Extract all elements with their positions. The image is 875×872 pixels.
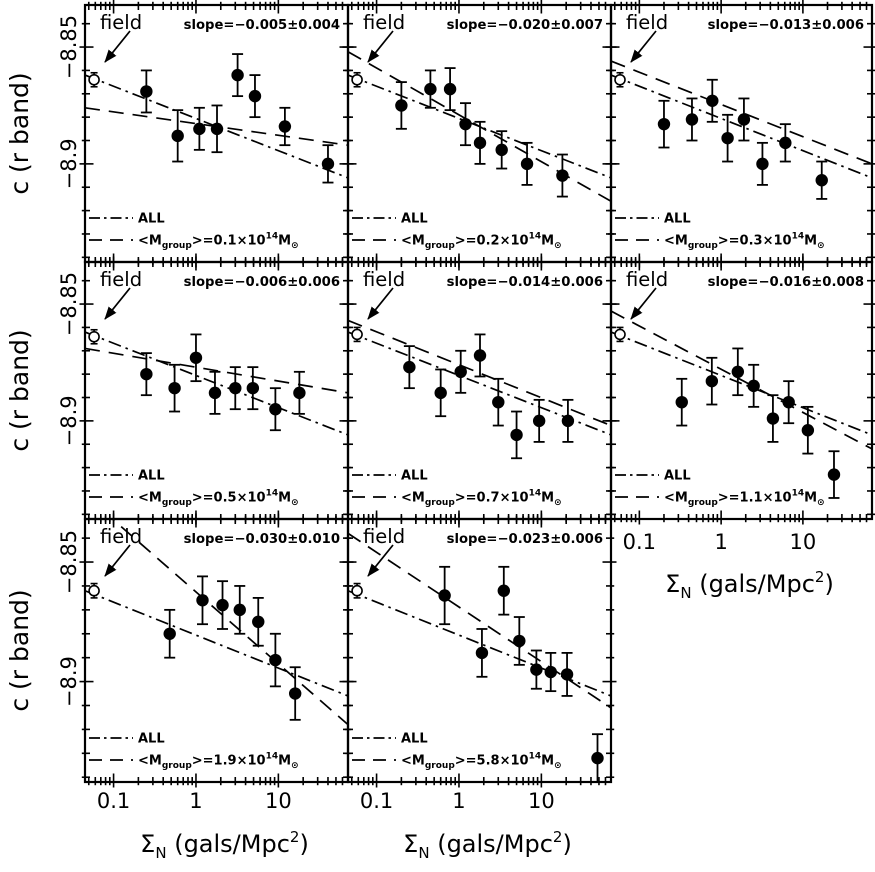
y-tick-label: −8.85 [57, 529, 81, 595]
legend-all-label: ALL [138, 211, 165, 227]
data-point [247, 367, 259, 409]
x-tick-label: 1 [452, 789, 466, 813]
data-point [455, 351, 467, 393]
panel-2 [343, 0, 617, 268]
field-point [352, 73, 362, 87]
data-point [732, 348, 744, 395]
data-point [168, 365, 180, 412]
field-label: field [363, 11, 406, 34]
data-point [322, 145, 334, 182]
data-point [216, 581, 228, 629]
y-tick-label: −8.85 [57, 14, 81, 80]
data-point [395, 82, 407, 129]
field-label: field [100, 525, 143, 548]
x-tick-label: 10 [264, 789, 292, 813]
data-point [403, 346, 415, 388]
data-point [476, 629, 488, 677]
data-point [444, 68, 456, 110]
data-point [782, 381, 794, 423]
slope-label: slope=−0.006±0.006 [183, 275, 340, 290]
panel-1 [5, 0, 354, 268]
legend-group-label: $<M_{group}>=5.8\times 10^{14}M_⊙$ [401, 751, 562, 771]
y-tick-label: −8.85 [57, 271, 81, 337]
data-point [193, 108, 205, 150]
data-point [498, 567, 510, 615]
x-axis-title: $\Sigma_N$ (gals/Mpc$^2$) [140, 828, 309, 862]
axis-ticks [606, 0, 875, 268]
data-point [196, 576, 208, 624]
legend-all-label: ALL [664, 468, 691, 484]
group-fit-line [611, 311, 872, 449]
y-tick-label: −8.9 [57, 138, 81, 190]
field-label: field [363, 268, 406, 291]
slope-label: slope=−0.020±0.007 [446, 18, 603, 33]
x-tick-label: 0.1 [96, 789, 131, 813]
data-point [816, 162, 828, 199]
x-tick-label: 10 [789, 530, 817, 554]
data-point [140, 353, 152, 395]
panel-5 [343, 257, 617, 525]
field-label: field [363, 525, 406, 548]
legend-group-label: $<M_{group}>=0.1\times 10^{14}M_⊙$ [138, 231, 299, 251]
data-point [802, 407, 814, 454]
slope-label: slope=−0.013±0.006 [707, 18, 864, 33]
field-arrow [368, 31, 393, 62]
legend-all-label: ALL [401, 468, 428, 484]
legend-all-label: ALL [401, 731, 428, 747]
field-arrow [105, 545, 130, 576]
legend-all-label: ALL [138, 731, 165, 747]
data-point [269, 388, 281, 430]
field-point [352, 584, 362, 598]
panel-frame [348, 262, 611, 519]
panel-frame [85, 519, 348, 782]
data-point [562, 400, 574, 442]
panel-8 [343, 514, 617, 863]
slope-label: slope=−0.014±0.006 [446, 275, 603, 290]
data-point [293, 372, 305, 414]
field-point [615, 327, 625, 341]
legend-all-label: ALL [401, 211, 428, 227]
data-point [252, 598, 264, 646]
data-point [171, 110, 183, 161]
data-point [279, 108, 291, 145]
x-axis-title: $\Sigma_N$ (gals/Mpc$^2$) [665, 568, 834, 602]
data-point [706, 80, 718, 122]
x-tick-label: 0.1 [359, 789, 394, 813]
slope-label: slope=−0.016±0.008 [707, 275, 864, 290]
x-tick-label: 10 [527, 789, 555, 813]
panel-6 [606, 257, 875, 603]
data-point [459, 103, 471, 145]
data-point [211, 105, 223, 152]
x-tick-label: 1 [189, 789, 203, 813]
slope-label: slope=−0.030±0.010 [183, 532, 340, 547]
data-point [756, 143, 768, 185]
field-arrow [631, 31, 656, 62]
legend-group-label: $<M_{group}>=1.9\times 10^{14}M_⊙$ [138, 751, 299, 771]
panel-4 [5, 257, 354, 525]
field-point [89, 73, 99, 87]
data-point [767, 395, 779, 442]
all-fit-line [611, 332, 872, 435]
x-tick-label: 1 [714, 530, 728, 554]
data-point [209, 372, 221, 414]
legend-group-label: $<M_{group}>=1.1\times 10^{14}M_⊙$ [664, 488, 825, 508]
data-point [164, 610, 176, 658]
slope-label: slope=−0.023±0.006 [446, 532, 603, 547]
x-axis-title: $\Sigma_N$ (gals/Mpc$^2$) [403, 828, 572, 862]
panel-frame [611, 5, 872, 262]
field-label: field [626, 11, 669, 34]
y-tick-label: −8.9 [57, 395, 81, 447]
group-fit-line [348, 533, 611, 708]
legend-group-label: $<M_{group}>=0.2\times 10^{14}M_⊙$ [401, 231, 562, 251]
data-point [231, 54, 243, 96]
axis-ticks [343, 257, 617, 525]
axis-ticks [80, 514, 354, 788]
field-point [89, 330, 99, 344]
y-axis-title: c (r band) [5, 329, 34, 452]
data-point [706, 358, 718, 405]
data-point [510, 412, 522, 459]
group-fit-line [85, 348, 348, 392]
data-point [438, 567, 450, 624]
slope-label: slope=−0.005±0.004 [183, 18, 340, 33]
data-point [424, 70, 436, 107]
data-point [561, 653, 573, 696]
data-point [747, 365, 759, 407]
data-point [779, 124, 791, 161]
field-arrow [105, 288, 130, 319]
legend-group-label: $<M_{group}>=0.5\times 10^{14}M_⊙$ [138, 488, 299, 508]
data-point [591, 734, 603, 782]
panel-7 [5, 495, 354, 862]
data-point [533, 400, 545, 442]
field-label: field [100, 11, 143, 34]
data-point [828, 451, 840, 498]
y-axis-title: c (r band) [5, 589, 34, 712]
field-label: field [100, 268, 143, 291]
data-point [521, 143, 533, 185]
legend-group-label: $<M_{group}>=0.7\times 10^{14}M_⊙$ [401, 488, 562, 508]
group-fit-line [611, 61, 872, 164]
data-point [474, 334, 486, 376]
all-fit-line [85, 332, 348, 435]
data-point [249, 75, 261, 117]
data-point [658, 101, 670, 148]
field-arrow [368, 288, 393, 319]
legend-all-label: ALL [138, 468, 165, 484]
all-fit-line [348, 591, 611, 696]
field-point [615, 73, 625, 87]
field-arrow [105, 31, 130, 62]
field-point [352, 327, 362, 341]
field-point [89, 584, 99, 598]
x-tick-label: 0.1 [622, 530, 657, 554]
field-arrow [631, 288, 656, 319]
y-tick-label: −8.9 [57, 656, 81, 708]
data-point [434, 369, 446, 416]
field-label: field [626, 268, 669, 291]
legend-group-label: $<M_{group}>=0.3\times 10^{14}M_⊙$ [664, 231, 825, 251]
data-point [545, 653, 557, 691]
data-point [269, 634, 281, 687]
y-axis-title: c (r band) [5, 72, 34, 195]
data-point [492, 379, 504, 426]
legend-all-label: ALL [664, 211, 691, 227]
data-point [676, 379, 688, 426]
data-point [738, 98, 750, 140]
data-point [140, 70, 152, 112]
all-fit-line [611, 75, 872, 178]
panel-3 [606, 0, 875, 268]
